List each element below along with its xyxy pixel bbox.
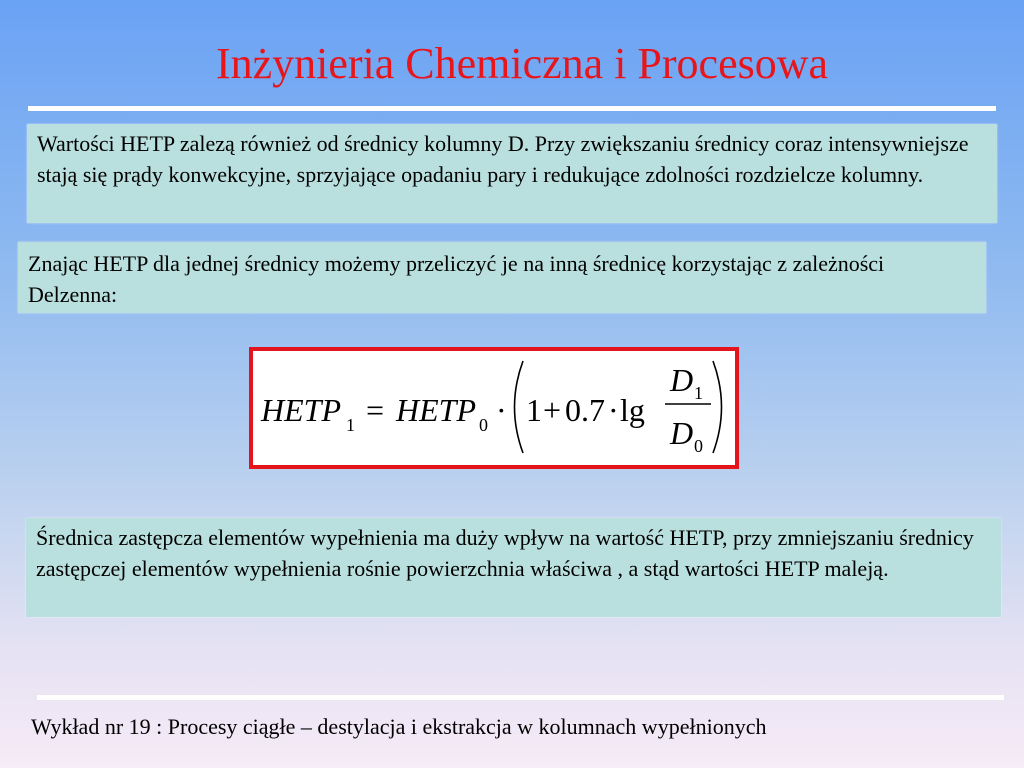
formula-denominator-subscript: 0 [694, 436, 703, 456]
formula-numerator-subscript: 1 [694, 383, 703, 403]
delzenn-formula-box [249, 347, 739, 469]
formula-numerator: D [670, 362, 694, 398]
formula-right-paren [713, 361, 722, 453]
delzenn-formula [253, 351, 735, 465]
formula-rhs-subscript: 0 [479, 415, 488, 435]
paragraph-packing-diameter-text: Średnica zastępcza elementów wypełnienia ma duży wpływ na wartość HETP, przy zmniejszaniu średnicy zastępczej elementów wypełnienia rośnie powierzchnia właściwa , a stąd wartości HETP maleją. [36, 525, 974, 581]
formula-log: lg [620, 392, 645, 428]
paragraph-delzenn-intro [18, 242, 986, 313]
paragraph-diameter-effect-text: Wartości HETP zalezą również od średnicy kolumny D. Przy zwiększaniu średnicy coraz intensywniejsze stają się prądy konwekcyjne, sprzyjające opadaniu pary i redukujące zdolności rozdzielcze kolumny. [37, 131, 969, 187]
formula-equals: = [366, 392, 385, 428]
formula-dot-2: · [608, 392, 619, 428]
formula-coefficient: 0.7 [565, 392, 605, 428]
formula-lhs: HETP [261, 392, 341, 428]
bottom-divider [37, 695, 1004, 700]
paragraph-delzenn-intro-text: Znając HETP dla jednej średnicy możemy przeliczyć je na inną średnicę korzystając z zależności Delzenna: [28, 251, 885, 307]
footer-lecture-info: Wykład nr 19 : Procesy ciągłe – destylacja i ekstrakcja w kolumnach wypełnionych [31, 714, 767, 739]
formula-denominator: D [670, 415, 694, 451]
formula-plus: + [543, 392, 562, 428]
formula-one: 1 [526, 392, 542, 428]
formula-left-paren [515, 361, 524, 453]
slide-title: Inżynieria Chemiczna i Procesowa [215, 39, 829, 88]
paragraph-diameter-effect [27, 124, 997, 223]
formula-lhs-subscript: 1 [346, 415, 355, 435]
paragraph-packing-diameter [26, 518, 1001, 617]
formula-rhs: HETP [396, 392, 476, 428]
top-divider [28, 106, 996, 111]
formula-dot-1: · [496, 392, 507, 428]
